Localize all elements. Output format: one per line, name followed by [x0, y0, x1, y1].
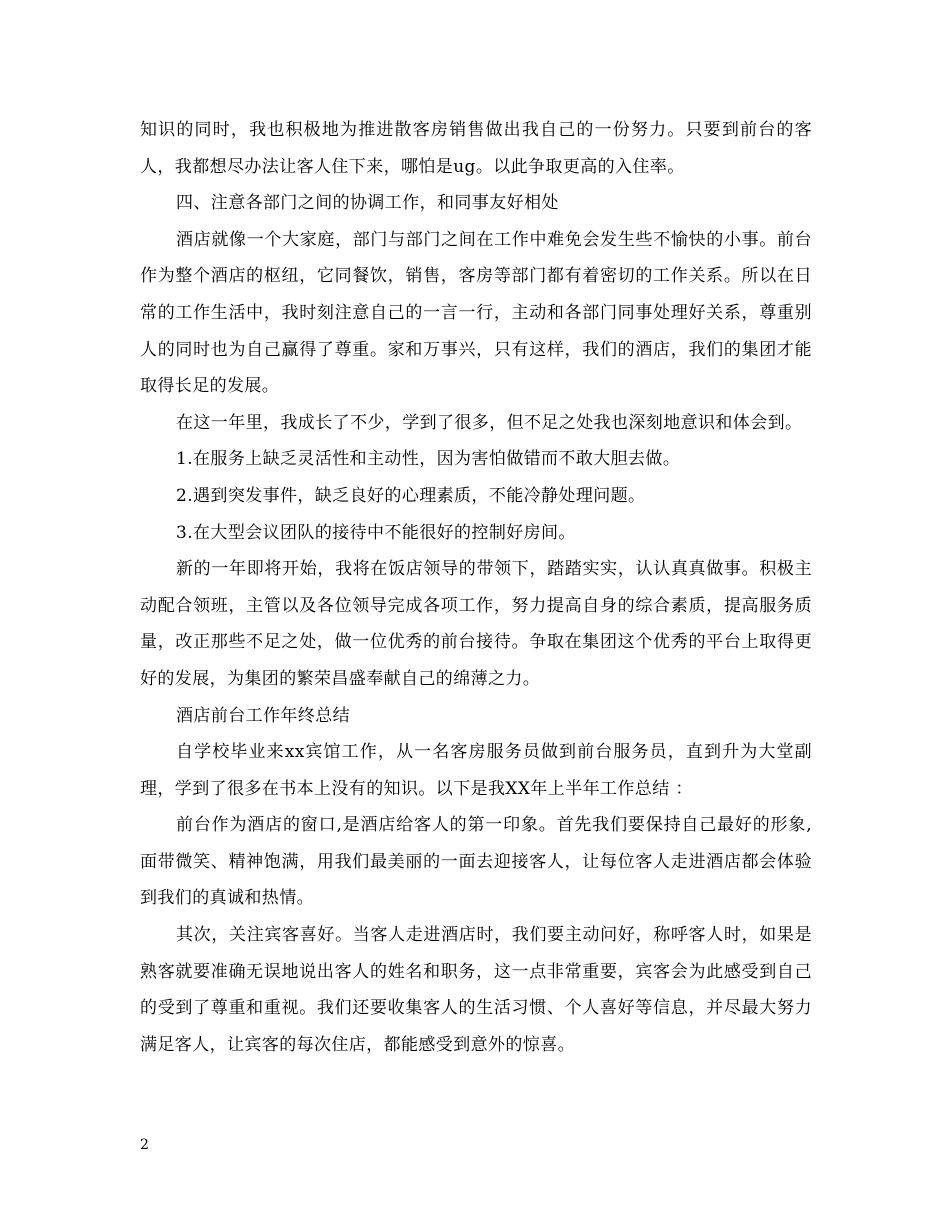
- list-item: 2.遇到突发事件，缺乏良好的心理素质，不能冷静处理问题。: [176, 485, 646, 506]
- page-number: 2: [140, 1137, 149, 1153]
- document-body: [140, 112, 812, 1063]
- paragraph: 酒店就像一个大家庭，部门与部门之间在工作中难免会发生些不愉快的小事。前台作为整个酒店的枢纽，它同餐饮，销售，客房等部门都有着密切的工作关系。所以在日常的工作生活中，我时刻注意自己的一言一行，主动和各部门同事处理好关系，尊重别人的同时也为自己赢得了尊重。家和万事兴，只有这样，我们的酒店，我们的集团才能取得长足的发展。: [140, 229, 812, 397]
- paragraph: 在这一年里，我成长了不少，学到了很多，但不足之处我也深刻地意识和体会到。: [176, 412, 803, 433]
- paragraph: 知识的同时，我也积极地为推进散客房销售做出我自己的一份努力。只要到前台的客人，我都想尽办法让客人住下来，哪怕是ug。以此争取更高的入住率。: [140, 120, 812, 177]
- document-title: 酒店前台工作年终总结: [176, 705, 350, 726]
- paragraph: 前台作为酒店的窗口,是酒店给客人的第一印象。首先我们要保持自己最好的形象,面带微笑、精神饱满，用我们最美丽的一面去迎接客人，让每位客人走进酒店都会体验到我们的真诚和热情。: [140, 815, 812, 909]
- list-item: 3.在大型会议团队的接待中不能很好的控制好房间。: [176, 522, 576, 543]
- paragraph: 自学校毕业来xx宾馆工作，从一名客房服务员做到前台服务员，直到升为大堂副理，学到了很多在书本上没有的知识。以下是我XX年上半年工作总结 ：: [140, 742, 812, 799]
- paragraph: 其次，关注宾客喜好。当客人走进酒店时，我们要主动问好，称呼客人时，如果是熟客就要准确无误地说出客人的姓名和职务，这一点非常重要，宾客会为此感受到自己的受到了尊重和重视。我们还要收集客人的生活习惯、个人喜好等信息，并尽最大努力满足客人，让宾客的每次住店，都能感受到意外的惊喜。: [140, 925, 812, 1055]
- list-item: 1.在服务上缺乏灵活性和主动性，因为害怕做错而不敢大胆去做。: [176, 449, 681, 470]
- section-heading: 四、注意各部门之间的协调工作，和同事友好相处: [176, 193, 559, 214]
- paragraph: 新的一年即将开始，我将在饭店领导的带领下，踏踏实实，认认真真做事。积极主动配合领班，主管以及各位领导完成各项工作，努力提高自身的综合素质，提高服务质量，改正那些不足之处，做一位优秀的前台接待。争取在集团这个优秀的平台上取得更好的发展，为集团的繁荣昌盛奉献自己的绵薄之力。: [140, 559, 812, 689]
